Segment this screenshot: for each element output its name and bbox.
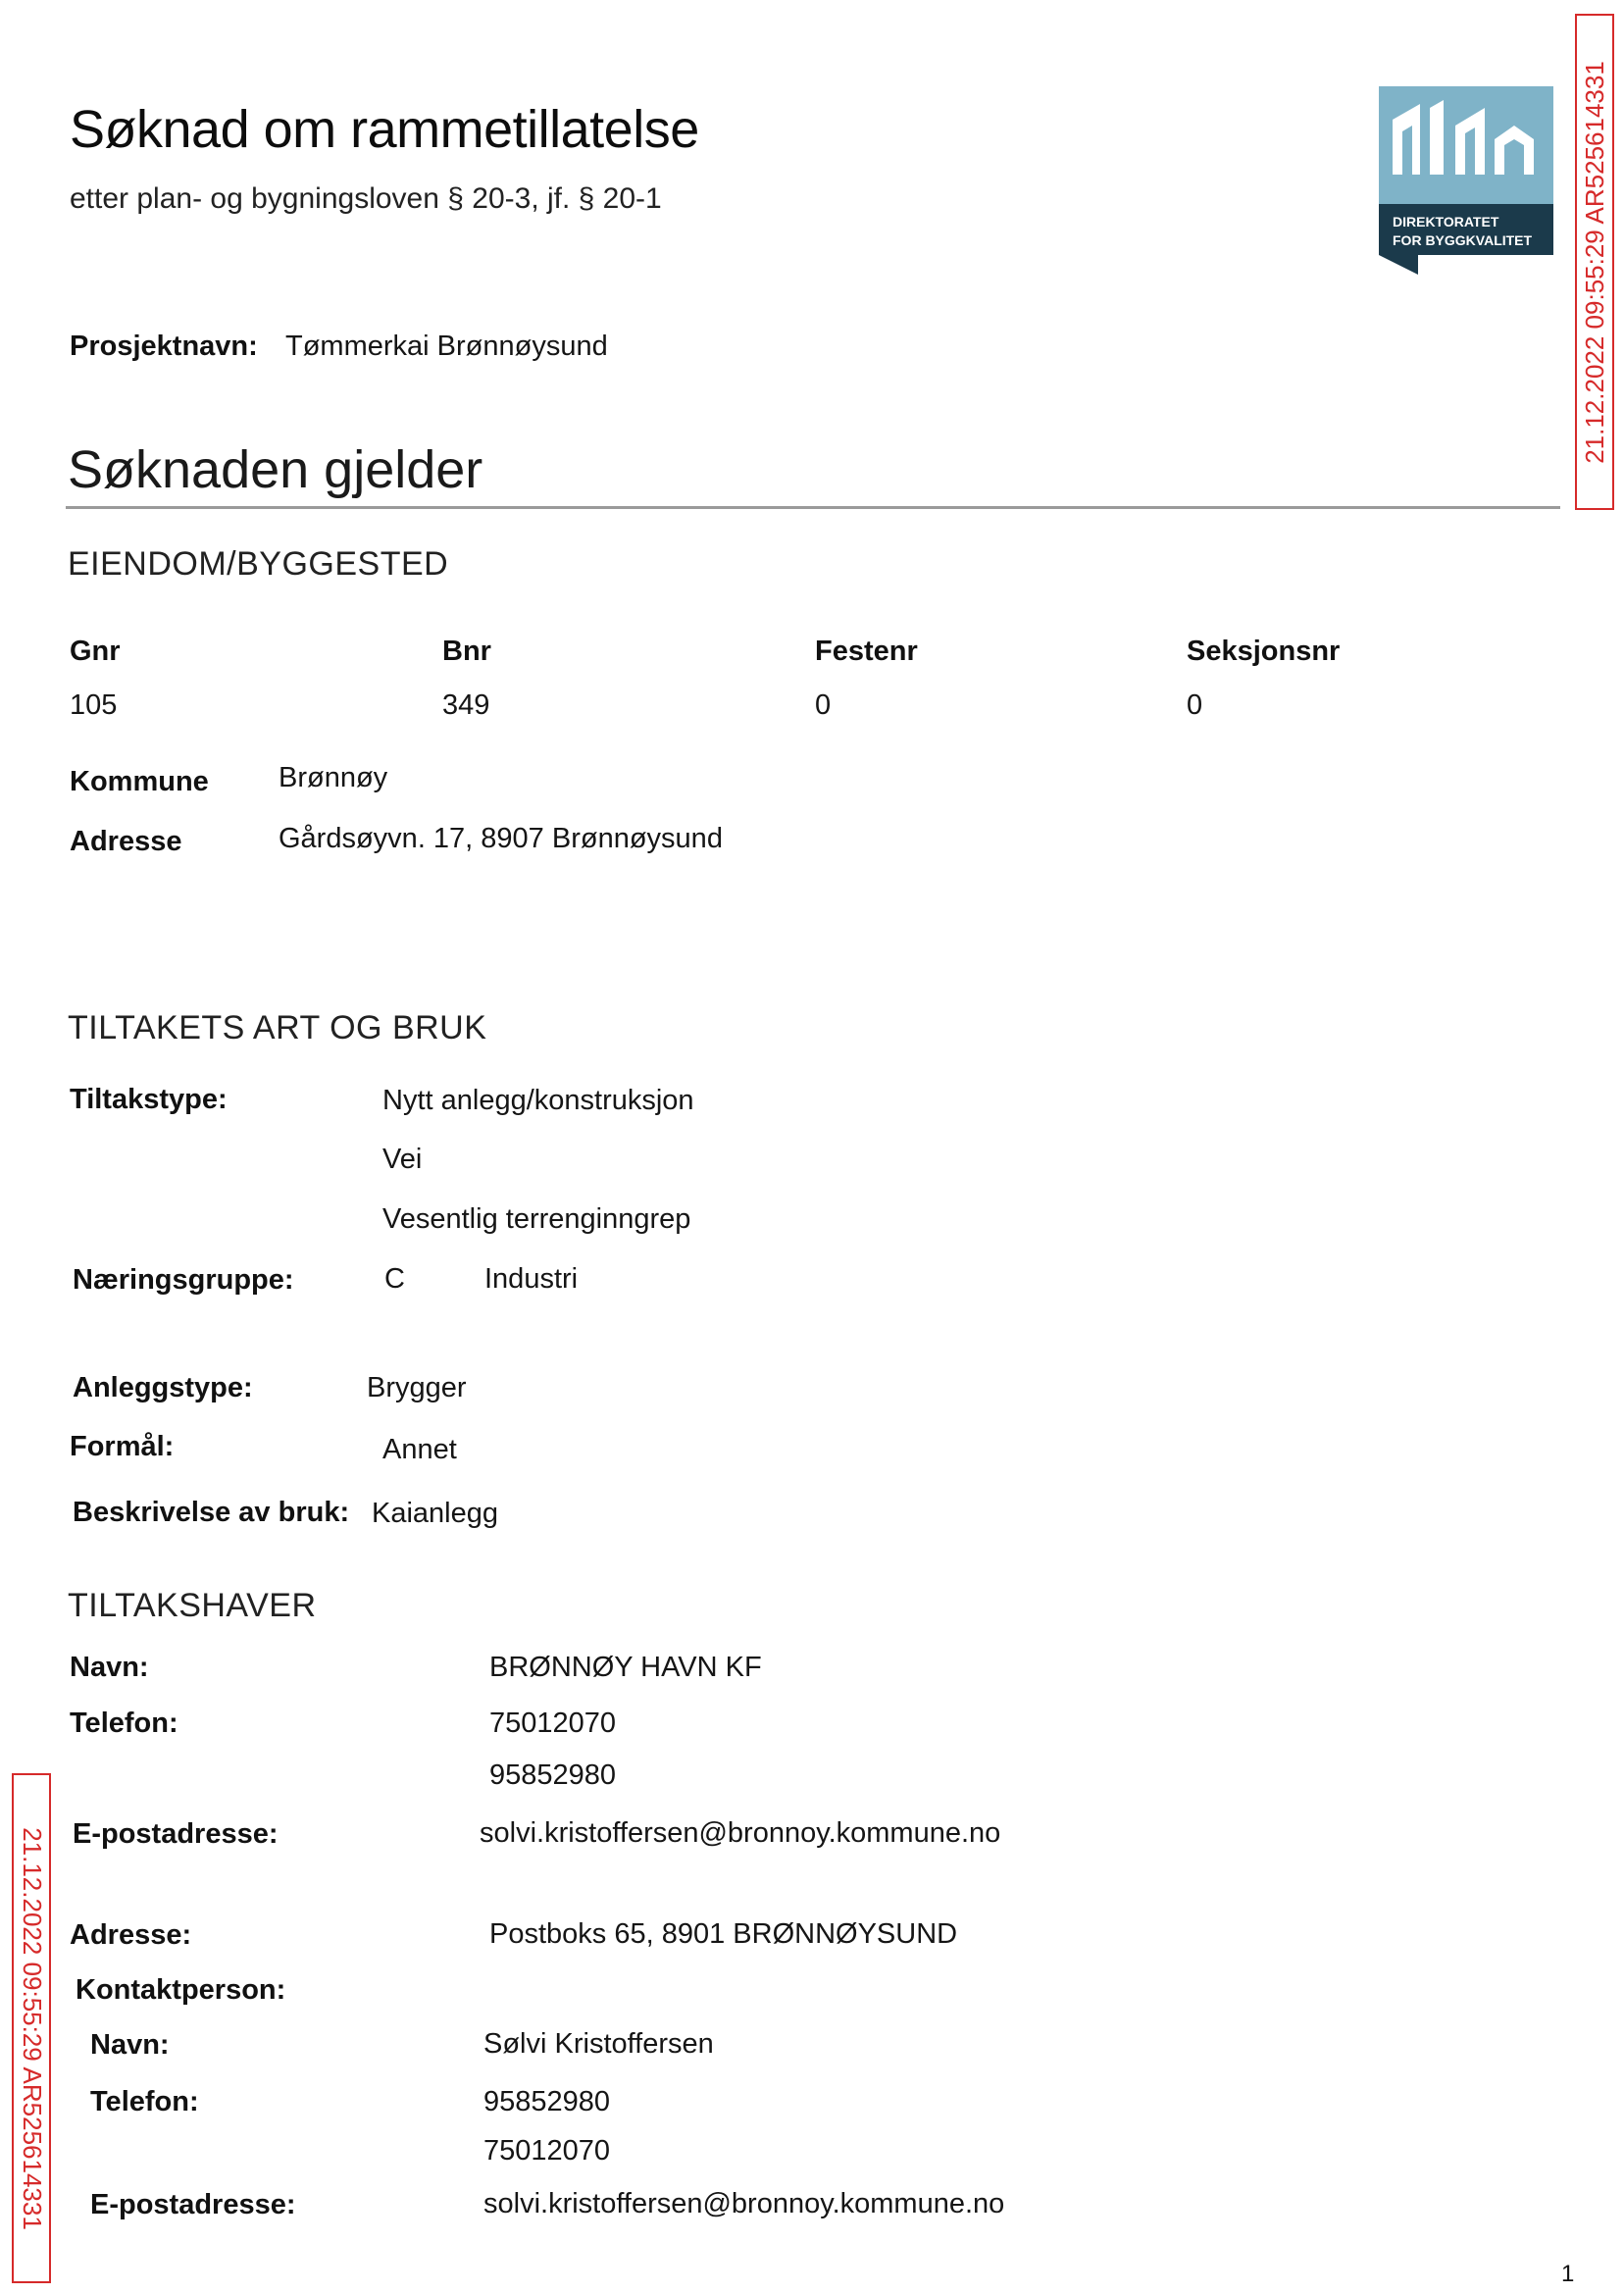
tiltakshaver-telefon-value-1: 75012070 xyxy=(489,1708,617,1739)
tiltakstype-value-3: Vesentlig terrenginngrep xyxy=(382,1203,691,1235)
kontaktperson-label: Kontaktperson: xyxy=(76,1974,286,2006)
gnr-value: 105 xyxy=(70,689,118,721)
stamp-text: 21.12.2022 09:55:29 AR525614331 xyxy=(1579,60,1609,464)
anleggstype-label: Anleggstype: xyxy=(73,1372,253,1403)
tiltakshaver-adresse-value: Postboks 65, 8901 BRØNNØYSUND xyxy=(489,1918,958,1950)
logo-text-line1: DIREKTORATET xyxy=(1393,214,1499,229)
naeringsgruppe-code: C xyxy=(384,1263,405,1295)
col-festenr-header: Festenr xyxy=(815,636,918,667)
tiltakshaver-epost-label: E-postadresse: xyxy=(73,1818,279,1850)
formal-label: Formål: xyxy=(70,1431,175,1462)
anleggstype-value: Brygger xyxy=(367,1372,467,1403)
festenr-value: 0 xyxy=(815,689,832,721)
project-name-value: Tømmerkai Brønnøysund xyxy=(285,331,608,362)
page-number: 1 xyxy=(1561,2261,1575,2287)
tiltak-heading: TILTAKETS ART OG BRUK xyxy=(68,1009,487,1046)
kontakt-epost-value[interactable]: solvi.kristoffersen@bronnoy.kommune.no xyxy=(483,2188,1005,2219)
section-title: Søknaden gjelder xyxy=(68,440,483,499)
project-name-label: Prosjektnavn: xyxy=(70,331,258,362)
naeringsgruppe-label: Næringsgruppe: xyxy=(73,1264,294,1296)
tiltakshaver-telefon-value-2: 95852980 xyxy=(489,1759,617,1791)
document-title: Søknad om rammetillatelse xyxy=(70,100,699,159)
kontakt-epost-label: E-postadresse: xyxy=(90,2189,296,2220)
logo-text-line2: FOR BYGGKVALITET xyxy=(1393,232,1533,248)
tiltakshaver-heading: TILTAKSHAVER xyxy=(68,1587,317,1624)
seksjonsnr-value: 0 xyxy=(1187,689,1203,721)
col-bnr-header: Bnr xyxy=(442,636,491,667)
beskrivelse-label: Beskrivelse av bruk: xyxy=(73,1497,350,1528)
tiltakshaver-navn-label: Navn: xyxy=(70,1652,149,1683)
kontakt-telefon-label: Telefon: xyxy=(90,2086,199,2117)
kontakt-navn-label: Navn: xyxy=(90,2029,170,2061)
tiltakshaver-navn-value: BRØNNØY HAVN KF xyxy=(489,1652,762,1683)
kommune-label: Kommune xyxy=(70,766,209,797)
document-subtitle: etter plan- og bygningsloven § 20-3, jf. § 20-1 xyxy=(70,182,662,215)
tiltakshaver-telefon-label: Telefon: xyxy=(70,1708,178,1739)
col-gnr-header: Gnr xyxy=(70,636,121,667)
receipt-stamp-left xyxy=(12,1773,51,2283)
adresse-label: Adresse xyxy=(70,826,182,857)
receipt-stamp-top xyxy=(1575,14,1614,510)
tiltakshaver-adresse-label: Adresse: xyxy=(70,1919,192,1951)
kontakt-navn-value: Sølvi Kristoffersen xyxy=(483,2028,714,2060)
tiltakshaver-epost-value[interactable]: solvi.kristoffersen@bronnoy.kommune.no xyxy=(480,1817,1001,1849)
beskrivelse-value: Kaianlegg xyxy=(372,1498,498,1529)
section-divider xyxy=(66,506,1560,509)
stamp-text-left: 21.12.2022 09:55:29 AR525614331 xyxy=(17,1826,47,2230)
kontakt-telefon-value-2: 75012070 xyxy=(483,2135,611,2167)
adresse-value: Gårdsøyvn. 17, 8907 Brønnøysund xyxy=(279,823,723,854)
kommune-value: Brønnøy xyxy=(279,762,388,793)
tiltakstype-value-1: Nytt anlegg/konstruksjon xyxy=(382,1085,694,1116)
col-seksjonsnr-header: Seksjonsnr xyxy=(1187,636,1341,667)
kontakt-telefon-value-1: 95852980 xyxy=(483,2086,611,2117)
formal-value: Annet xyxy=(382,1434,457,1465)
bnr-value: 349 xyxy=(442,689,490,721)
property-heading: EIENDOM/BYGGESTED xyxy=(68,545,449,583)
tiltakstype-value-2: Vei xyxy=(382,1144,423,1175)
dibk-logo xyxy=(1379,86,1553,275)
tiltakstype-label: Tiltakstype: xyxy=(70,1084,228,1115)
naeringsgruppe-value: Industri xyxy=(484,1263,579,1295)
